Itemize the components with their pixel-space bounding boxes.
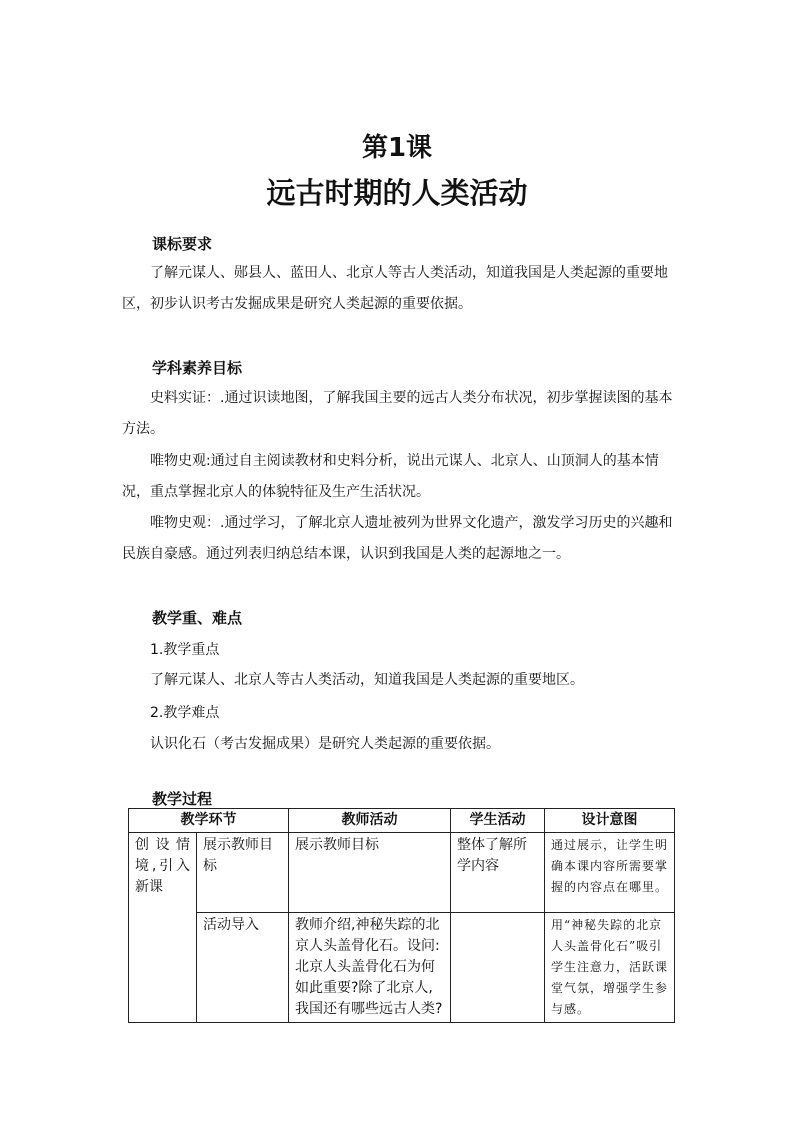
- cell-teacher: 展示教师目标: [289, 833, 451, 913]
- text-difficult-point: 认识化石（考古发掘成果）是研究人类起源的重要依据。: [150, 736, 500, 752]
- cell-student: 整体了解所学内容: [451, 833, 545, 913]
- paragraph-suyang-2: 唯物史观:通过自主阅读教材和史料分析，说出元谋人、北京人、山顶洞人的基本情况，重点掌握北京人的体貌特征及生产生活状况。: [122, 453, 659, 500]
- cell-intent: 用“神秘失踪的北京人头盖骨化石”吸引学生注意力，活跃课堂气氛，增强学生参与感。: [545, 913, 675, 1023]
- lesson-title: 远古时期的人类活动: [266, 176, 528, 210]
- cell-substage: 展示教师目标: [197, 833, 289, 913]
- cell-student: [451, 913, 545, 1023]
- table-header-row: [129, 809, 675, 833]
- text-key-point: 了解元谋人、北京人等古人类活动，知道我国是人类起源的重要地区。: [150, 672, 584, 688]
- cell-stage: 创设情境,引入新课: [129, 833, 197, 1023]
- heading-zhongnan: 教学重、难点: [152, 609, 243, 627]
- paragraph-suyang-3: 唯物史观：.通过学习，了解北京人遗址被列为世界文化遗产，激发学习历史的兴趣和民族自豪感。通过列表归纳总结本课，认识到我国是人类的起源地之一。: [122, 515, 673, 562]
- paragraph-suyang-1: 史料实证：.通过识读地图，了解我国主要的远古人类分布状况，初步掌握读图的基本方法。: [122, 390, 673, 437]
- cell-teacher: 教师介绍,神秘失踪的北京人头盖骨化石。设问:北京人头盖骨化石为何如此重要?除了北京人,我国还有哪些远古人类?: [289, 913, 451, 1023]
- header-stage: 教学环节: [129, 809, 289, 833]
- header-intent: 设计意图: [545, 809, 675, 833]
- cell-intent: 通过展示，让学生明确本课内容所需要掌握的内容点在哪里。: [545, 833, 675, 913]
- paragraph-kebiao: 了解元谋人、郧县人、蓝田人、北京人等古人类活动，知道我国是人类起源的重要地区，初步认识考古发掘成果是研究人类起源的重要依据。: [122, 265, 668, 312]
- label-difficult-point: 2.教学难点: [150, 705, 220, 721]
- heading-guocheng: 教学过程: [152, 790, 213, 808]
- label-key-point: 1.教学重点: [150, 642, 220, 658]
- cell-substage: 活动导入: [197, 913, 289, 1023]
- heading-kebiao: 课标要求: [152, 235, 213, 253]
- table-row: [129, 833, 675, 913]
- header-student: 学生活动: [451, 809, 545, 833]
- lesson-number: 第1课: [361, 133, 433, 163]
- teaching-process-table: [128, 808, 675, 1023]
- table-row: [129, 913, 675, 1023]
- heading-suyang: 学科素养目标: [152, 359, 243, 377]
- header-teacher: 教师活动: [289, 809, 451, 833]
